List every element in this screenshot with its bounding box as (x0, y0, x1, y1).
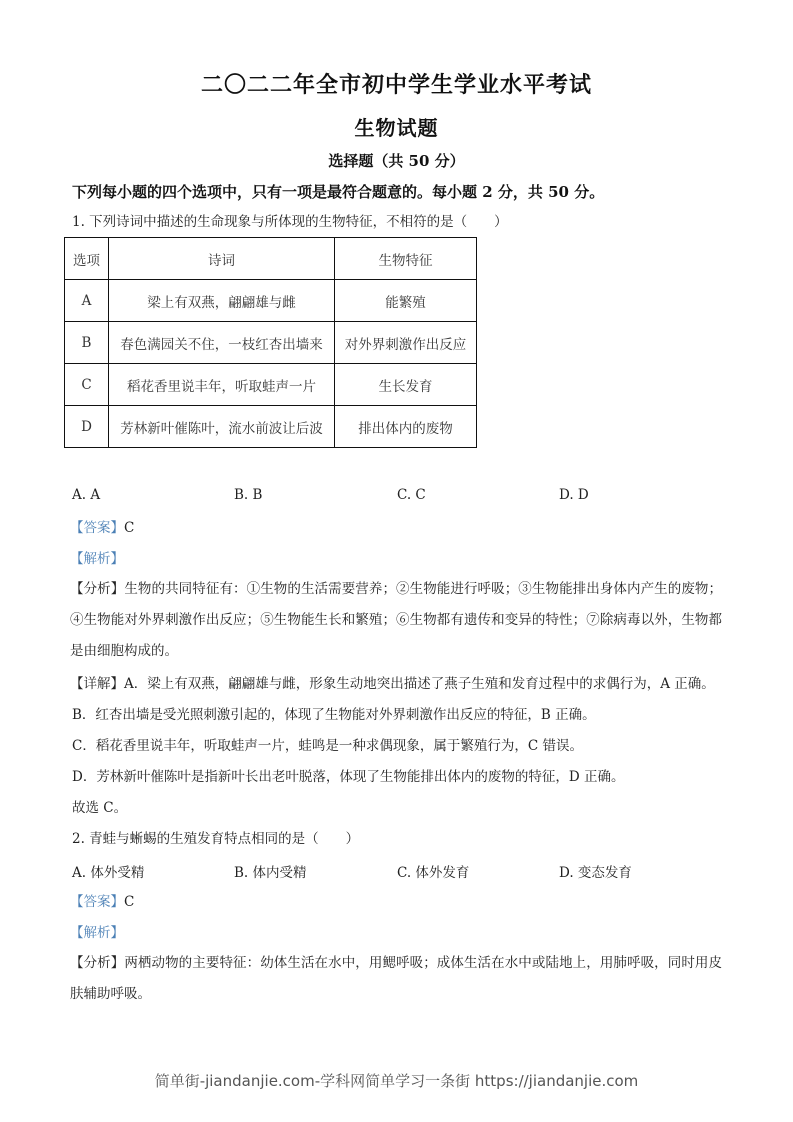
question-1-fenxi (70, 574, 722, 667)
question-1-xiangjie-b: B．红杏出墙是受光照刺激引起的，体现了生物能对外界刺激作出反应的特征，B 正确。 (72, 707, 596, 723)
option-a: A. A (72, 487, 101, 503)
table-cell-feature: 排出体内的废物 (335, 406, 477, 448)
analysis-tag: 【解析】 (70, 925, 124, 941)
table-cell-poem: 稻花香里说丰年，听取蛙声一片 (109, 364, 335, 406)
table-cell-option: D (65, 406, 109, 448)
table-cell-feature: 能繁殖 (335, 280, 477, 322)
option-b: B. B (234, 487, 263, 503)
option-a: A. 体外受精 (72, 865, 145, 881)
analysis-tag: 【解析】 (70, 551, 124, 567)
question-1-table (64, 237, 477, 448)
question-1-stem: 1. 下列诗词中描述的生命现象与所体现的生物特征，不相符的是（ ） (72, 214, 508, 230)
table-row (65, 406, 477, 448)
table-cell-poem: 春色满园关不住，一枝红杏出墙来 (109, 322, 335, 364)
option-d: D. D (559, 487, 589, 503)
exam-title: 二〇二二年全市初中学生学业水平考试 (200, 73, 592, 98)
xiangjie-tag: 【详解】 (70, 676, 124, 692)
question-2-stem: 2. 青蛙与蜥蜴的生殖发育特点相同的是（ ） (72, 831, 360, 847)
question-1-xiangjie-d: D．芳林新叶催陈叶是指新叶长出老叶脱落，体现了生物能排出体内的废物的特征，D 正确。 (72, 769, 625, 785)
answer-value: C (124, 520, 135, 536)
table-cell-feature: 生长发育 (335, 364, 477, 406)
option-b: B. 体内受精 (234, 865, 307, 881)
section-instruction: 下列每小题的四个选项中，只有一项是最符合题意的。每小题 2 分，共 50 分。 (72, 183, 605, 201)
fenxi-tag: 【分析】 (70, 581, 125, 597)
fenxi-tag: 【分析】 (70, 955, 125, 971)
question-1-xiangjie-c: C．稻花香里说丰年，听取蛙声一片，蛙鸣是一种求偶现象，属于繁殖行为，C 错误。 (72, 738, 583, 754)
table-row (65, 280, 477, 322)
question-2-fenxi (70, 948, 722, 1010)
xiangjie-a-text: A．梁上有双燕，翩翩雄与雌，形象生动地突出描述了燕子生殖和发育过程中的求偶行为，A 正确。 (124, 676, 715, 692)
watermark-footer: 简单街-jiandanjie.com-学科网简单学习一条街 https://jiandanjie.com (154, 1072, 639, 1090)
answer-value: C (124, 894, 135, 910)
table-header-poem: 诗词 (109, 238, 335, 280)
question-2-analysis-heading (70, 923, 124, 943)
section-heading: 选择题（共 50 分） (328, 152, 465, 170)
fenxi-text: 两栖动物的主要特征：幼体生活在水中，用鳃呼吸；成体生活在水中或陆地上，用肺呼吸，同时用皮肤辅助呼吸。 (70, 955, 723, 1002)
table-row (65, 364, 477, 406)
option-d: D. 变态发育 (559, 865, 632, 881)
question-2-options (72, 861, 732, 881)
question-1-xiangjie-a (70, 674, 715, 694)
table-cell-poem: 芳林新叶催陈叶，流水前波让后波 (109, 406, 335, 448)
table-cell-option: A (65, 280, 109, 322)
table-header-feature: 生物特征 (335, 238, 477, 280)
option-c: C. 体外发育 (397, 865, 470, 881)
table-cell-option: B (65, 322, 109, 364)
table-row (65, 322, 477, 364)
answer-tag: 【答案】 (70, 520, 124, 536)
table-header-option: 选项 (65, 238, 109, 280)
question-1-analysis-heading (70, 549, 124, 569)
table-cell-option: C (65, 364, 109, 406)
fenxi-text: 生物的共同特征有：①生物的生活需要营养；②生物能进行呼吸；③生物能排出身体内产生的废物；④生物能对外界刺激作出反应；⑤生物能生长和繁殖；⑥生物都有遗传和变异的特性；⑦除病毒以外，生物都是由细胞构成的。 (70, 581, 723, 659)
question-1-options (72, 487, 732, 507)
option-c: C. C (397, 487, 426, 503)
question-1-answer (70, 518, 134, 538)
question-2-answer (70, 892, 134, 912)
question-1-conclusion: 故选 C。 (72, 800, 128, 816)
exam-subject: 生物试题 (354, 116, 439, 140)
table-header-row (65, 238, 477, 280)
table-cell-feature: 对外界刺激作出反应 (335, 322, 477, 364)
table-cell-poem: 梁上有双燕，翩翩雄与雌 (109, 280, 335, 322)
answer-tag: 【答案】 (70, 894, 124, 910)
